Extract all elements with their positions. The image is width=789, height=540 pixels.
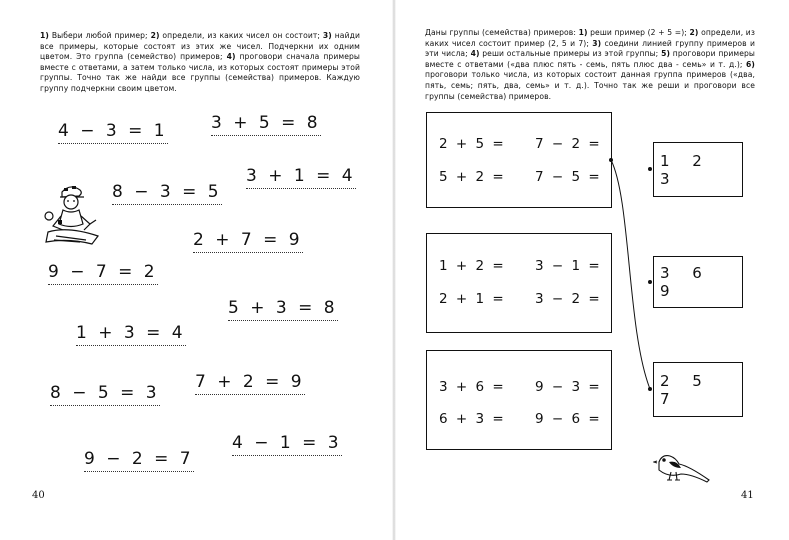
step-text: проговори примеры вместе с ответами («два плюс пять - семь, пять плюс два - семь» и т. д.);	[425, 49, 755, 69]
bird-illustration	[653, 448, 713, 484]
group-example: 3 − 2 =	[535, 291, 602, 307]
step-number: 2)	[689, 28, 699, 37]
equation: 9 − 2 = 7	[84, 449, 194, 472]
right-instructions	[425, 28, 755, 102]
number-box-3: 2 5 7	[653, 362, 743, 417]
equation: 3 + 5 = 8	[211, 113, 321, 136]
step-text: проговори только числа, из которых состоит данная группа примеров («два, пять, семь; пять, два, семь» и т. д.). Точно так же реши и проговори все группы (семейства) примеров.	[425, 70, 755, 101]
step-text: Даны группы (семейства) примеров:	[425, 28, 579, 37]
boy-illustration	[40, 180, 110, 250]
group-example: 2 + 1 =	[439, 291, 506, 307]
example-group-3	[426, 350, 612, 450]
step-text: реши остальные примеры из этой группы;	[479, 49, 662, 59]
equation: 7 + 2 = 9	[195, 372, 305, 395]
group-example: 6 + 3 =	[439, 411, 506, 427]
step-number: 3)	[322, 31, 332, 40]
group-example: 3 + 6 =	[439, 379, 506, 395]
equation: 8 − 3 = 5	[112, 182, 222, 205]
page-number: 41	[741, 490, 754, 501]
group-example: 1 + 2 =	[439, 258, 506, 274]
step-number: 6)	[746, 59, 755, 69]
step-number: 3)	[592, 38, 602, 48]
step-number: 4)	[226, 52, 236, 62]
step-number: 4)	[470, 49, 480, 59]
group-example: 7 − 5 =	[535, 169, 602, 185]
number-box-1: 1 2 3	[653, 142, 743, 197]
step-number: 5)	[661, 49, 671, 59]
step-text: определи, из каких чисел он состоит;	[159, 31, 323, 40]
equation: 1 + 3 = 4	[76, 323, 186, 346]
step-text: определи, из каких чисел состоит пример (2, 5 и 7);	[425, 28, 755, 48]
example-group-2	[426, 233, 612, 333]
example-group-1	[426, 112, 612, 208]
group-example: 3 − 1 =	[535, 258, 602, 274]
equation: 4 − 3 = 1	[58, 121, 168, 144]
step-text: Выбери любой пример;	[48, 31, 151, 40]
equation: 2 + 7 = 9	[193, 230, 303, 253]
number-box-2: 3 6 9	[653, 256, 743, 308]
left-instructions	[40, 31, 360, 95]
step-text: найди все примеры, которые состоят из этих же чисел. Подчеркни их одним цветом. Это группа (семейство) примеров;	[40, 31, 360, 62]
group-example: 9 − 3 =	[535, 379, 602, 395]
step-text: соедини линией группу примеров и эти числа;	[425, 38, 755, 59]
equation: 5 + 3 = 8	[228, 298, 338, 321]
equation: 8 − 5 = 3	[50, 383, 160, 406]
step-number: 1)	[578, 28, 588, 37]
group-example: 5 + 2 =	[439, 169, 506, 185]
group-example: 7 − 2 =	[535, 136, 602, 152]
step-number: 2)	[150, 31, 160, 40]
equation: 3 + 1 = 4	[246, 166, 356, 189]
left-page	[0, 0, 394, 540]
group-example: 9 − 6 =	[535, 411, 602, 427]
group-example: 2 + 5 =	[439, 136, 506, 152]
equation: 4 − 1 = 3	[232, 433, 342, 456]
right-page	[395, 0, 789, 540]
step-number: 1)	[40, 31, 49, 40]
step-text: реши пример (2 + 5 =);	[587, 28, 690, 37]
equation: 9 − 7 = 2	[48, 262, 158, 285]
step-text: проговори сначала примеры вместе с ответами, а затем только числа, из которых состоят примеры этой группы. Точно так же найди все группы (семейства) примеров. Каждую группу подчеркни своим цветом.	[40, 52, 361, 93]
page-number: 40	[32, 490, 45, 501]
